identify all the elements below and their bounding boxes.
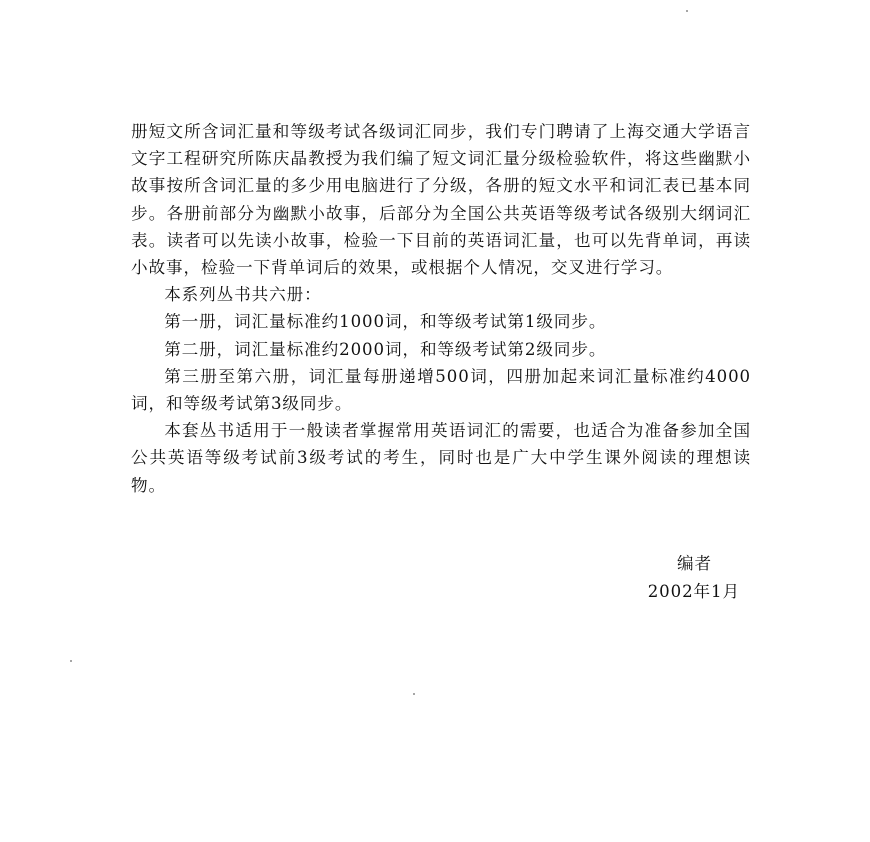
volume-item-1: 第一册，词汇量标准约1000词，和等级考试第1级同步。 (164, 312, 607, 332)
scan-speck (686, 10, 688, 12)
intro-paragraph: 册短文所含词汇量和等级考试各级词汇同步，我们专门聘请了上海交通大学语言文字工程研究所陈庆晶教授为我们编了短文词汇量分级检验软件，将这些幽默小故事按所含词汇量的多少用电脑进行了分级，各册的短文水平和词汇表已基本同步。各册前部分为幽默小故事，后部分为全国公共英语等级考试各级别大纲词汇表。读者可以先读小故事，检验一下目前的英语词汇量，也可以先背单词，再读小故事，检验一下背单词后的效果，或根据个人情况，交叉进行学习。 (131, 122, 751, 278)
volume-item-2: 第二册，词汇量标准约2000词，和等级考试第2级同步。 (164, 339, 607, 359)
document-body (131, 118, 751, 499)
scan-speck (413, 693, 415, 695)
signature-date: 2002年1月 (647, 582, 740, 601)
volume-item-3-6: 第三册至第六册，词汇量每册递增500词，四册加起来词汇量标准约4000词，和等级考试第3级同步。 (131, 366, 751, 414)
scan-speck (70, 660, 72, 662)
audience-paragraph: 本套丛书适用于一般读者掌握常用英语词汇的需要，也适合为准备参加全国公共英语等级考试前3级考试的考生，同时也是广大中学生课外阅读的理想读物。 (131, 421, 751, 495)
series-heading: 本系列丛书共六册： (164, 285, 322, 305)
signature-block (648, 550, 740, 606)
signature-author: 编者 (677, 554, 712, 573)
